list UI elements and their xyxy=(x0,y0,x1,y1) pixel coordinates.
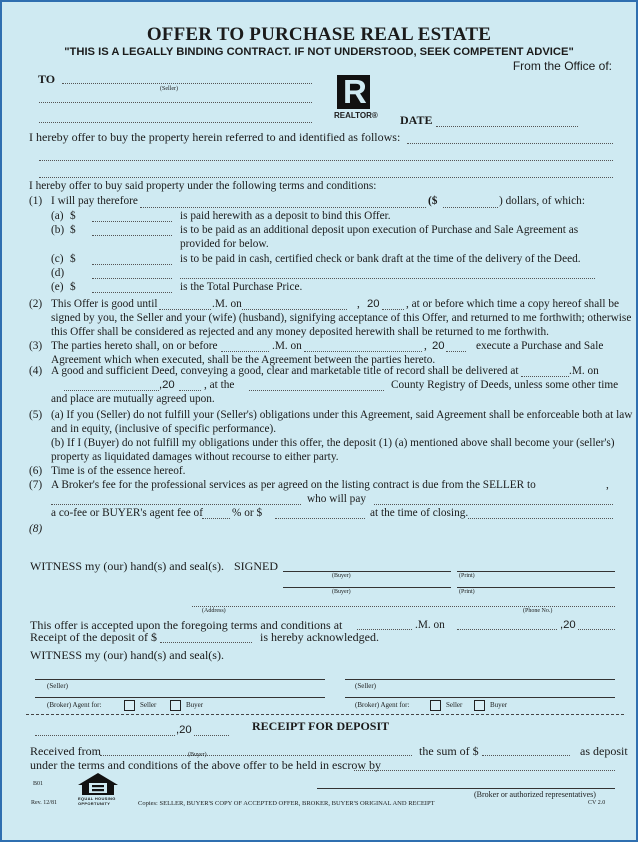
deposit-acknowledged: is hereby acknowledged. xyxy=(260,630,379,644)
clause-4-text: A good and sufficient Deed, conveying a good, clear and marketable title of record shall be delivered at xyxy=(51,365,519,377)
buyer-address-phone-field[interactable] xyxy=(192,606,615,607)
buyer-signature-1[interactable] xyxy=(283,571,451,572)
eho-line-1: EQUAL HOUSING xyxy=(78,796,116,801)
acceptance-m-on: .M. on xyxy=(415,619,445,631)
clause-5b-line-1: (b) If I (Buyer) do not fulfill my obligations under this offer, the deposit (1) (a) mentioned above shall become your (seller's) xyxy=(51,437,615,449)
to-label: TO xyxy=(38,72,56,86)
clause-7-extra-field[interactable] xyxy=(468,518,613,519)
received-from-field[interactable] xyxy=(100,755,412,756)
clause-2-text: This Offer is good until xyxy=(51,298,158,310)
item-a-amount-field[interactable] xyxy=(92,221,172,222)
clause-7-pct: % or $ xyxy=(232,507,263,519)
clause-3-number: (3) xyxy=(29,340,43,352)
phone-caption: (Phone No.) xyxy=(523,608,553,614)
clause-2-line-2: signed by you, the Seller and your (wife) (husband), signifying acceptance of this Offer, and returned to me forthwith; otherwise xyxy=(51,312,632,324)
clause-7-who-will-pay: who will pay xyxy=(307,493,366,505)
clause-2-comma: , xyxy=(357,298,360,310)
clause-7-number: (7) xyxy=(29,479,43,491)
clause-3-year-prefix: 20 xyxy=(432,340,445,352)
clause-3-line-2: Agreement which when executed, shall be the Agreement between the parties hereto. xyxy=(51,354,436,366)
agent-for-buyer-checkbox-1[interactable] xyxy=(170,700,181,711)
broker-authorized-signature[interactable] xyxy=(317,788,615,789)
clause-7-comma: , xyxy=(606,479,609,491)
deposit-receipt-label: Receipt of the deposit of $ xyxy=(30,630,157,644)
deed-year-field[interactable] xyxy=(179,390,201,391)
agent-seller-label-1: Seller xyxy=(140,701,157,709)
agreement-date-field[interactable] xyxy=(304,351,422,352)
dollar-open: ($ xyxy=(428,195,438,207)
revision: Rev. 12/81 xyxy=(31,800,57,806)
item-b-text: is to be paid as an additional deposit upon execution of Purchase and Sale Agreement as xyxy=(180,224,579,236)
to-seller-field[interactable] xyxy=(62,83,312,84)
property-description-field-2[interactable] xyxy=(39,160,613,161)
seller-signature-1[interactable] xyxy=(35,679,325,680)
agent-seller-label-2: Seller xyxy=(446,701,463,709)
receipt-title: RECEIPT FOR DEPOSIT xyxy=(252,719,390,733)
received-from-label: Received from xyxy=(30,744,101,758)
agent-for-seller-checkbox-1[interactable] xyxy=(124,700,135,711)
signed-label: SIGNED xyxy=(234,559,278,573)
deposit-amount-field[interactable] xyxy=(160,642,252,643)
date-label: DATE xyxy=(400,113,433,127)
item-e-label: (e) xyxy=(51,281,64,293)
broker-agent-label-1: (Broker) Agent for: xyxy=(47,701,102,709)
seller-caption-1: (Seller) xyxy=(47,682,68,690)
sum-of-label: the sum of $ xyxy=(419,744,479,758)
print-caption-2: (Print) xyxy=(459,589,475,595)
legal-warning: "THIS IS A LEGALLY BINDING CONTRACT. IF NOT UNDERSTOOD, SEEK COMPETENT ADVICE" xyxy=(64,46,574,58)
clause-5-number: (5) xyxy=(29,409,43,421)
escrow-line: under the terms and conditions of the above offer to be held in escrow by xyxy=(30,758,382,772)
seller-caption-2: (Seller) xyxy=(355,682,376,690)
fee-percent-field[interactable] xyxy=(202,518,230,519)
acceptance-line-1: This offer is accepted upon the foregoing terms and conditions at xyxy=(30,618,343,632)
clause-5b-line-2: property as liquidated damages without recourse to either party. xyxy=(51,451,339,463)
co-broker-name-field[interactable] xyxy=(374,504,613,505)
clause-7-closing: at the time of closing. xyxy=(370,507,469,519)
clause-4-registry: County Registry of Deeds, unless some other time xyxy=(391,379,619,391)
item-a-text: is paid herewith as a deposit to bind this Offer. xyxy=(180,210,391,222)
buyer-caption-2: (Buyer) xyxy=(332,589,351,595)
offer-good-until-year-field[interactable] xyxy=(382,309,404,310)
clause-7-cofee: a co-fee or BUYER's agent fee of xyxy=(51,507,203,519)
from-office-label: From the Office of: xyxy=(512,59,612,73)
seller-signature-2[interactable] xyxy=(345,679,615,680)
print-caption-1: (Print) xyxy=(459,573,475,579)
form-code: B01 xyxy=(33,781,44,787)
copies-distribution: Copies: SELLER, BUYER'S COPY OF ACCEPTED OFFER, BROKER, BUYER'S ORIGINAL AND RECEIPT xyxy=(138,800,435,807)
item-d-label: (d) xyxy=(51,267,65,279)
clause-6-text: Time is of the essence hereof. xyxy=(51,465,186,477)
clause-4-number: (4) xyxy=(29,365,43,377)
clause-2-year-prefix: 20 xyxy=(367,298,380,310)
acceptance-year-field[interactable] xyxy=(578,629,615,630)
item-a-currency: $ xyxy=(70,210,76,222)
terms-intro: I hereby offer to buy said property under the following terms and conditions: xyxy=(29,180,377,192)
county-field[interactable] xyxy=(249,390,384,391)
clause-3-text-cont: execute a Purchase and Sale xyxy=(476,340,604,352)
dollar-close: ) dollars, of which: xyxy=(499,195,585,207)
item-c-text: is to be paid in cash, certified check or bank draft at the time of the delivery of the Deed. xyxy=(180,253,581,265)
agent-for-buyer-checkbox-2[interactable] xyxy=(474,700,485,711)
item-d-amount-field[interactable] xyxy=(92,278,172,279)
item-a-label: (a) xyxy=(51,210,64,222)
cut-line xyxy=(26,714,624,715)
to-address-field-1[interactable] xyxy=(39,102,312,103)
item-e-amount-field[interactable] xyxy=(92,292,172,293)
agent-for-seller-checkbox-2[interactable] xyxy=(430,700,441,711)
agreement-year-field[interactable] xyxy=(446,351,466,352)
clause-5a-line-1: (a) If you (Seller) do not fulfill your (Seller's) obligations under this Agreement, said Agreement shall be enforceable both at law xyxy=(51,409,633,421)
price-in-figures-field[interactable] xyxy=(443,207,498,208)
item-d-description-field[interactable] xyxy=(180,278,595,279)
to-address-field-2[interactable] xyxy=(39,122,312,123)
clause-1-number: (1) xyxy=(29,195,43,207)
agent-buyer-label-2: Buyer xyxy=(490,701,508,709)
clause-2-line-3: this Offer shall be considered as rejected and any money deposited herewith shall be returned to me forthwith. xyxy=(51,326,549,338)
buyer-caption-1: (Buyer) xyxy=(332,573,351,579)
receipt-year-field[interactable] xyxy=(194,735,229,736)
offer-good-until-date-field[interactable] xyxy=(242,309,347,310)
item-b-amount-field[interactable] xyxy=(92,235,172,236)
form-version: CV 2.0 xyxy=(588,800,606,806)
agreement-time-field[interactable] xyxy=(221,351,269,352)
price-in-words-field[interactable] xyxy=(140,207,426,208)
broker-agent-label-2: (Broker) Agent for: xyxy=(355,701,410,709)
clause-7-line-1: A Broker's fee for the professional services as per agreed on the listing contract is due from the SELLER to xyxy=(51,479,536,491)
buyer-print-1[interactable] xyxy=(457,571,615,572)
as-deposit-label: as deposit xyxy=(580,744,628,758)
item-c-currency: $ xyxy=(70,253,76,265)
clause-4-line-3: and place are mutually agreed upon. xyxy=(51,393,215,405)
receipt-buyer-caption: (Buyer) xyxy=(188,752,207,758)
clause-2-m-on: .M. on xyxy=(212,298,242,310)
deed-time-field[interactable] xyxy=(521,376,569,377)
broker-authorized-caption: (Broker or authorized representatives) xyxy=(474,790,596,799)
acceptance-year-prefix: ,20 xyxy=(560,619,576,631)
item-c-amount-field[interactable] xyxy=(92,264,172,265)
fee-amount-field[interactable] xyxy=(275,518,365,519)
address-caption: (Address) xyxy=(202,608,226,614)
item-e-text: is the Total Purchase Price. xyxy=(180,281,303,293)
property-intro: I hereby offer to buy the property herein referred to and identified as follows: xyxy=(29,130,401,144)
agent-buyer-label-1: Buyer xyxy=(186,701,204,709)
broker-name-field[interactable] xyxy=(51,504,301,505)
date-field[interactable] xyxy=(436,126,578,127)
eho-line-2: OPPORTUNITY xyxy=(78,801,111,806)
receipt-date-field[interactable] xyxy=(35,735,175,736)
clause-6-number: (6) xyxy=(29,465,43,477)
clause-4-at-the: , at the xyxy=(204,379,235,391)
clause-4-year-prefix: ,20 xyxy=(159,379,175,391)
clause-2-text-cont: , at or before which time a copy hereof shall be xyxy=(406,298,619,310)
deed-date-field[interactable] xyxy=(64,390,159,391)
form-title: OFFER TO PURCHASE REAL ESTATE xyxy=(146,24,492,45)
clause-3-text: The parties hereto shall, on or before xyxy=(51,340,218,352)
clause-2-number: (2) xyxy=(29,298,43,310)
receipt-sum-field[interactable] xyxy=(482,755,570,756)
realtor-label: REALTOR® xyxy=(334,111,378,120)
offer-good-until-time-field[interactable] xyxy=(159,309,211,310)
witness-buyer: WITNESS my (our) hand(s) and seal(s). xyxy=(30,559,224,573)
escrow-holder-field[interactable] xyxy=(354,770,615,771)
buyer-print-2[interactable] xyxy=(457,587,615,588)
broker-signature-2[interactable] xyxy=(345,697,615,698)
broker-signature-1[interactable] xyxy=(35,697,325,698)
receipt-year-prefix: ,20 xyxy=(176,724,192,736)
buyer-signature-2[interactable] xyxy=(283,587,451,588)
item-b-currency: $ xyxy=(70,224,76,236)
clause-1-text: I will pay therefore xyxy=(51,195,138,207)
item-e-currency: $ xyxy=(70,281,76,293)
item-b-text-cont: provided for below. xyxy=(180,238,269,250)
clause-3-comma: , xyxy=(424,340,427,352)
clause-5a-line-2: and in equity, (inclusive of specific performance). xyxy=(51,423,277,435)
clause-8-number: (8) xyxy=(29,523,43,535)
acceptance-date-field[interactable] xyxy=(457,629,557,630)
realtor-logo: R xyxy=(337,75,370,109)
property-description-field-1[interactable] xyxy=(407,143,613,144)
item-c-label: (c) xyxy=(51,253,64,265)
clause-4-m-on: .M. on xyxy=(569,365,599,377)
clause-3-m-on: .M. on xyxy=(272,340,302,352)
seller-caption: (Seller) xyxy=(160,86,178,92)
witness-seller: WITNESS my (our) hand(s) and seal(s). xyxy=(30,648,224,662)
property-description-field-3[interactable] xyxy=(39,177,613,178)
item-b-label: (b) xyxy=(51,224,65,236)
